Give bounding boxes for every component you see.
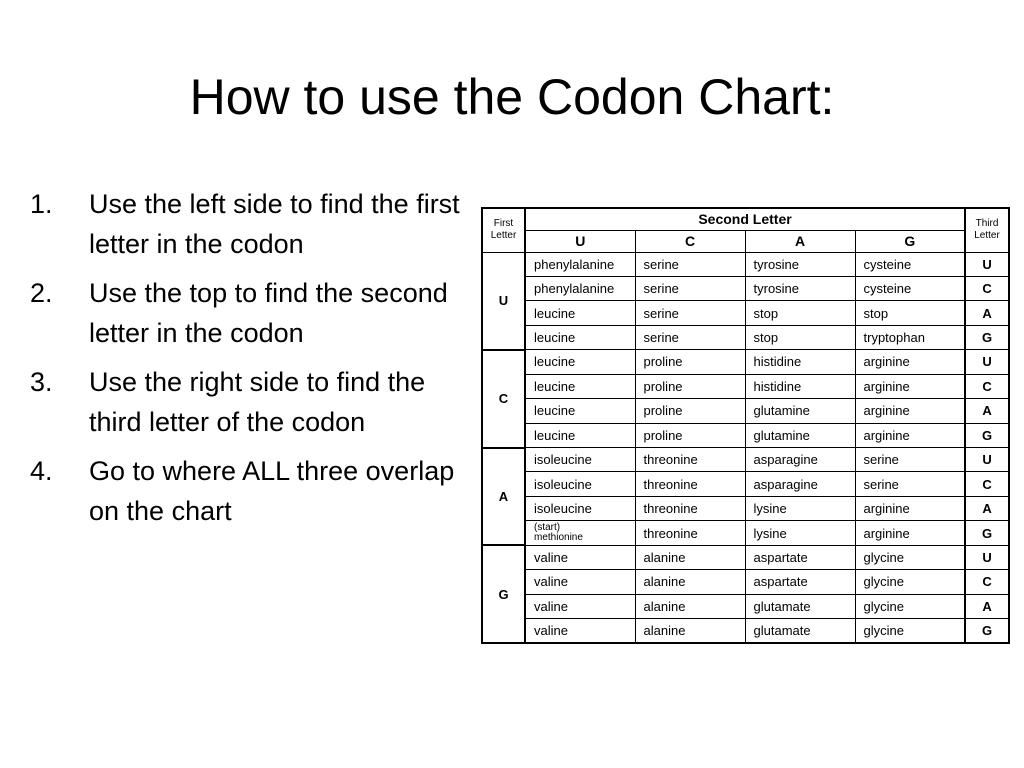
amino-acid-cell: glycine: [855, 594, 965, 618]
amino-acid-cell: phenylalanine: [525, 276, 635, 300]
amino-acid-cell: tyrosine: [745, 252, 855, 276]
third-letter-cell: C: [965, 374, 1009, 398]
first-letter-cell: A: [482, 448, 525, 546]
third-letter-cell: U: [965, 545, 1009, 569]
codon-row: [482, 325, 1009, 349]
codon-row: [482, 472, 1009, 496]
amino-acid-cell: arginine: [855, 399, 965, 423]
amino-acid-cell: valine: [525, 594, 635, 618]
amino-acid-cell: serine: [635, 252, 745, 276]
amino-acid-cell: arginine: [855, 496, 965, 520]
codon-row: [482, 570, 1009, 594]
amino-acid-cell: (start) methionine: [525, 521, 635, 545]
instruction-item: [30, 184, 460, 264]
third-letter-cell: G: [965, 521, 1009, 545]
codon-row: [482, 521, 1009, 545]
amino-acid-cell: histidine: [745, 374, 855, 398]
amino-acid-cell: arginine: [855, 521, 965, 545]
first-letter-header: First Letter: [482, 208, 525, 252]
codon-row: [482, 545, 1009, 569]
amino-acid-cell: leucine: [525, 325, 635, 349]
codon-row: [482, 399, 1009, 423]
instruction-text: Go to where ALL three overlap on the chart: [89, 456, 455, 526]
codon-row: [482, 301, 1009, 325]
instruction-item: [30, 362, 460, 442]
first-letter-cell: U: [482, 252, 525, 350]
amino-acid-cell: asparagine: [745, 448, 855, 472]
codon-row: [482, 594, 1009, 618]
amino-acid-cell: cysteine: [855, 252, 965, 276]
amino-acid-cell: valine: [525, 619, 635, 643]
amino-acid-cell: stop: [745, 325, 855, 349]
third-letter-cell: A: [965, 399, 1009, 423]
instruction-text: Use the left side to find the first letter in the codon: [89, 189, 460, 259]
instruction-item: [30, 273, 460, 353]
amino-acid-cell: proline: [635, 374, 745, 398]
amino-acid-cell: alanine: [635, 570, 745, 594]
amino-acid-cell: phenylalanine: [525, 252, 635, 276]
second-letter-g: G: [855, 230, 965, 252]
third-letter-cell: A: [965, 301, 1009, 325]
instruction-number: 1.: [30, 189, 53, 219]
amino-acid-cell: leucine: [525, 374, 635, 398]
third-letter-cell: U: [965, 448, 1009, 472]
amino-acid-cell: alanine: [635, 545, 745, 569]
amino-acid-cell: isoleucine: [525, 472, 635, 496]
amino-acid-cell: cysteine: [855, 276, 965, 300]
amino-acid-cell: alanine: [635, 619, 745, 643]
amino-acid-cell: arginine: [855, 374, 965, 398]
amino-acid-cell: arginine: [855, 423, 965, 447]
third-letter-cell: U: [965, 252, 1009, 276]
amino-acid-cell: threonine: [635, 496, 745, 520]
second-letter-c: C: [635, 230, 745, 252]
third-letter-cell: C: [965, 472, 1009, 496]
amino-acid-cell: serine: [855, 448, 965, 472]
amino-acid-cell: aspartate: [745, 545, 855, 569]
first-letter-cell: C: [482, 350, 525, 448]
amino-acid-cell: threonine: [635, 521, 745, 545]
codon-table-body: [482, 252, 1009, 643]
second-letter-u: U: [525, 230, 635, 252]
amino-acid-cell: glycine: [855, 545, 965, 569]
amino-acid-cell: leucine: [525, 301, 635, 325]
instruction-item: [30, 451, 460, 531]
amino-acid-cell: isoleucine: [525, 496, 635, 520]
amino-acid-cell: valine: [525, 570, 635, 594]
instruction-text: Use the top to find the second letter in the codon: [89, 278, 448, 348]
amino-acid-cell: lysine: [745, 496, 855, 520]
codon-row: [482, 276, 1009, 300]
codon-chart: [481, 207, 1010, 644]
third-letter-cell: C: [965, 276, 1009, 300]
codon-row: [482, 619, 1009, 643]
amino-acid-cell: glycine: [855, 570, 965, 594]
codon-row: [482, 350, 1009, 374]
amino-acid-cell: threonine: [635, 448, 745, 472]
third-letter-header: Third Letter: [965, 208, 1009, 252]
amino-acid-cell: serine: [635, 276, 745, 300]
amino-acid-cell: stop: [745, 301, 855, 325]
instruction-number: 4.: [30, 456, 53, 486]
amino-acid-cell: asparagine: [745, 472, 855, 496]
amino-acid-cell: serine: [855, 472, 965, 496]
amino-acid-cell: arginine: [855, 350, 965, 374]
amino-acid-cell: stop: [855, 301, 965, 325]
codon-row: [482, 374, 1009, 398]
instruction-number: 3.: [30, 367, 53, 397]
amino-acid-cell: isoleucine: [525, 448, 635, 472]
third-letter-cell: U: [965, 350, 1009, 374]
instruction-list: [30, 184, 460, 540]
third-letter-cell: G: [965, 423, 1009, 447]
amino-acid-cell: leucine: [525, 350, 635, 374]
third-letter-cell: G: [965, 619, 1009, 643]
amino-acid-cell: aspartate: [745, 570, 855, 594]
amino-acid-cell: glycine: [855, 619, 965, 643]
first-letter-cell: G: [482, 545, 525, 643]
codon-row: [482, 496, 1009, 520]
amino-acid-cell: glutamine: [745, 423, 855, 447]
amino-acid-cell: valine: [525, 545, 635, 569]
instruction-number: 2.: [30, 278, 53, 308]
codon-row: [482, 423, 1009, 447]
amino-acid-cell: tyrosine: [745, 276, 855, 300]
amino-acid-cell: lysine: [745, 521, 855, 545]
amino-acid-cell: glutamate: [745, 594, 855, 618]
codon-row: [482, 252, 1009, 276]
amino-acid-cell: threonine: [635, 472, 745, 496]
instruction-text: Use the right side to find the third letter of the codon: [89, 367, 426, 437]
amino-acid-cell: tryptophan: [855, 325, 965, 349]
second-letter-a: A: [745, 230, 855, 252]
amino-acid-cell: proline: [635, 350, 745, 374]
amino-acid-cell: leucine: [525, 399, 635, 423]
codon-row: [482, 448, 1009, 472]
third-letter-cell: A: [965, 496, 1009, 520]
amino-acid-cell: glutamine: [745, 399, 855, 423]
amino-acid-cell: histidine: [745, 350, 855, 374]
amino-acid-cell: serine: [635, 325, 745, 349]
amino-acid-cell: proline: [635, 399, 745, 423]
amino-acid-cell: glutamate: [745, 619, 855, 643]
third-letter-cell: C: [965, 570, 1009, 594]
third-letter-cell: A: [965, 594, 1009, 618]
third-letter-cell: G: [965, 325, 1009, 349]
amino-acid-cell: leucine: [525, 423, 635, 447]
slide-title: How to use the Codon Chart:: [189, 69, 835, 125]
second-letter-header: Second Letter: [525, 208, 965, 230]
amino-acid-cell: serine: [635, 301, 745, 325]
amino-acid-cell: alanine: [635, 594, 745, 618]
amino-acid-cell: proline: [635, 423, 745, 447]
